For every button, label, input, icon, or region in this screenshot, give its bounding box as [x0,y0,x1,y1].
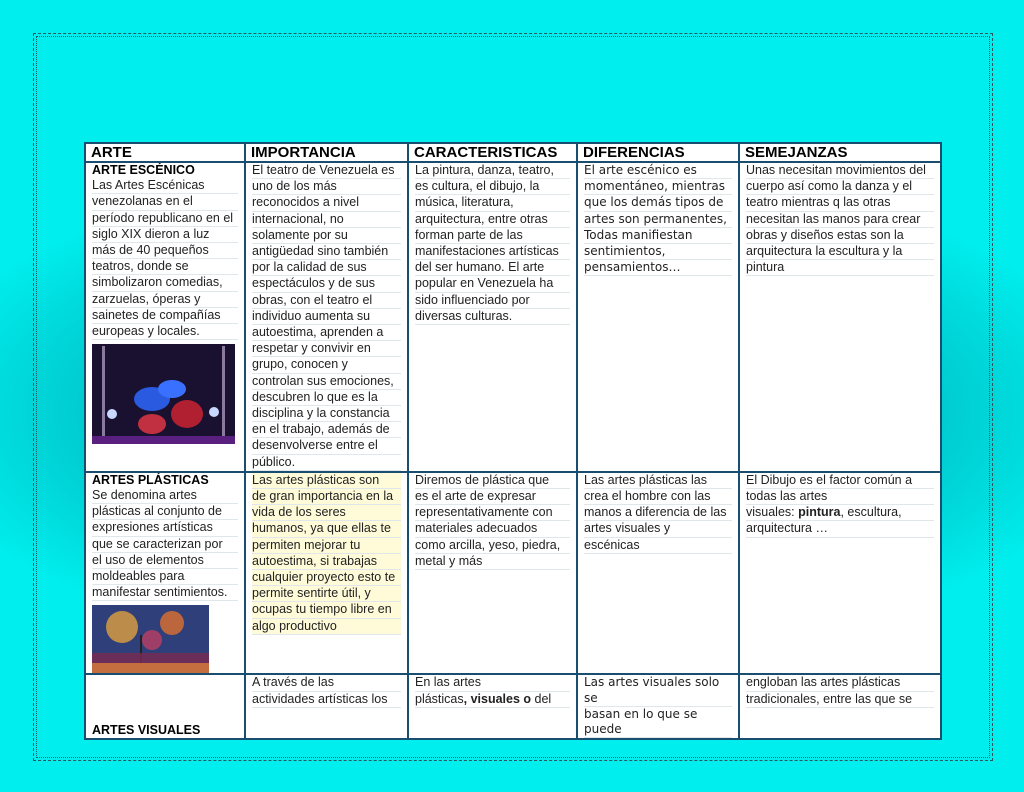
cell-caracteristicas [408,472,577,675]
text-line: descubren lo que es la [252,390,401,406]
semejanzas-line: todas las artes [746,489,934,505]
table-row [85,162,941,472]
cell-semejanzas [739,472,941,675]
text-line: Las Artes Escénicas [92,178,238,194]
painting-image [92,605,209,673]
text-line: teatro mientras q las otras [746,195,934,211]
text-line: música, literatura, [415,195,570,211]
cell-semejanzas [739,162,941,472]
text-line: momentáneo, mientras [584,179,732,195]
table-row [85,674,941,739]
text-line: obras y diseños estas son la [746,228,934,244]
text-line: popular en Venezuela ha [415,276,570,292]
text-line: basan en lo que se puede [584,707,732,738]
semejanzas-line: arquitectura … [746,521,934,537]
text-line: que los demás tipos de [584,195,732,211]
text-line: de gran importancia en la [252,489,401,505]
text-line: necesitan las manos para crear [746,212,934,228]
cell-caracteristicas [408,162,577,472]
text-line: autoestima, si trabajas [252,554,401,570]
text-line: manifestaciones artísticas [415,244,570,260]
text-line: arquitectura la escultura y la [746,244,934,260]
header-arte: ARTE [85,143,245,162]
cell-diferencias [577,674,739,739]
text-line: del ser humano. El arte [415,260,570,276]
text-line: solamente por su [252,228,401,244]
text-line: Se denomina artes [92,488,238,504]
header-diferencias: DIFERENCIAS [577,143,739,162]
text-line: espectáculos y de sus [252,276,401,292]
text-line: antigüedad sino también [252,244,401,260]
text-line: uno de los más [252,179,401,195]
semejanzas-line: visuales: pintura, escultura, [746,505,934,521]
cell-arte [85,674,245,739]
text-line: sido influenciado por [415,293,570,309]
text-line: que se caracterizan por [92,537,238,553]
dance-illustration [92,344,235,444]
text-line: simbolizaron comedias, [92,275,238,291]
text-line: artes visuales y [584,521,732,537]
text-line: representativamente con [415,505,570,521]
text-line: sentimientos, [584,244,732,260]
text-line: obras, con el teatro el [252,293,401,309]
text-line: moldeables para [92,569,238,585]
painting-illustration [92,605,209,673]
text-line: el uso de elementos [92,553,238,569]
text-line: público. [252,455,401,471]
cell-importancia [245,674,408,739]
text-line: individuo aumenta su [252,309,401,325]
text-line: grupo, conocen y [252,357,401,373]
text-line: ocupas tu tiempo libre en [252,602,401,618]
text-line: es cultura, el dibujo, la [415,179,570,195]
text-line: venezolanas en el [92,194,238,210]
text-line: forman parte de las [415,228,570,244]
text-line: tradicionales, entre las que se [746,692,934,708]
text-line: vida de los seres [252,505,401,521]
text-line: diversas culturas. [415,309,570,325]
text-line: desenvolverse entre el [252,438,401,454]
text-line: artes son permanentes, [584,212,732,228]
text-line: europeas y locales. [92,324,238,340]
text-line: Unas necesitan movimientos del [746,163,934,179]
text-line: por la calidad de sus [252,260,401,276]
text-line: cuerpo así como la danza y el [746,179,934,195]
table-row [85,472,941,675]
text-line: zarzuelas, óperas y [92,292,238,308]
text-line: Diremos de plástica que [415,473,570,489]
text-line: Las artes plásticas son [252,473,401,489]
text-line: materiales adecuados [415,521,570,537]
text-line: controlan sus emociones, [252,374,401,390]
text-line: escénicas [584,538,732,554]
cell-semejanzas [739,674,941,739]
dance-photo [92,344,235,444]
text-line: reconocidos a nivel [252,195,401,211]
text-line: autoestima, aprenden a [252,325,401,341]
header-importancia: IMPORTANCIA [245,143,408,162]
text-line: algo productivo [252,619,401,635]
text-line: manifestar sentimientos. [92,585,238,601]
text-line: actividades artísticas los [252,692,401,708]
text-line: El arte escénico es [584,163,732,179]
row-title: ARTE ESCÉNICO [92,163,195,177]
text-line: engloban las artes plásticas [746,675,934,691]
cell-diferencias [577,162,739,472]
text-line: teatros, donde se [92,259,238,275]
header-row [85,143,941,162]
text-line: más de 40 pequeños [92,243,238,259]
text-line: crea el hombre con las [584,489,732,505]
text-line: cualquier proyecto esto te [252,570,401,586]
text-line: El teatro de Venezuela es [252,163,401,179]
bold-word: pintura [798,505,841,520]
cell-arte [85,472,245,675]
semejanzas-line: El Dibujo es el factor común a [746,473,934,489]
text-line: Las artes plásticas las [584,473,732,489]
cell-diferencias [577,472,739,675]
arte-lines [92,178,238,340]
header-semejanzas: SEMEJANZAS [739,143,941,162]
art-comparison-table [84,142,942,740]
text-line: humanos, ya que ellas te [252,521,401,537]
text-line: pintura [746,260,934,276]
text-line: permite sentirte útil, y [252,586,401,602]
cell-importancia [245,162,408,472]
text-line: manos a diferencia de las [584,505,732,521]
text-line: permiten mejorar tu [252,538,401,554]
text-line: expresiones artísticas [92,520,238,536]
text-line: Todas manifiestan [584,228,732,244]
cell-caracteristicas: En las artes plásticas, visuales o del [408,674,577,739]
text-line: La pintura, danza, teatro, [415,163,570,179]
text-line: A través de las [252,675,401,691]
text-line: pensamientos… [584,260,732,276]
cell-importancia [245,472,408,675]
text-line: metal y más [415,554,570,570]
text-line: período republicano en el [92,211,238,227]
row-title: ARTES PLÁSTICAS [92,472,209,487]
text-line: siglo XIX dieron a luz [92,227,238,243]
text-line: plásticas al conjunto de [92,504,238,520]
text-line: sainetes de compañías [92,308,238,324]
text-line: arquitectura, entre otras [415,212,570,228]
text-line: disciplina y la constancia [252,406,401,422]
text-line: en el trabajo, además de [252,422,401,438]
cell-arte [85,162,245,472]
text-line: como arcilla, yeso, piedra, [415,538,570,554]
header-caracteristicas: CARACTERISTICAS [408,143,577,162]
text-line: es el arte de expresar [415,489,570,505]
text-line: internacional, no [252,212,401,228]
text-line: Las artes visuales solo se [584,675,732,706]
row-title: ARTES VISUALES [92,723,201,738]
text-line: respetar y convivir en [252,341,401,357]
